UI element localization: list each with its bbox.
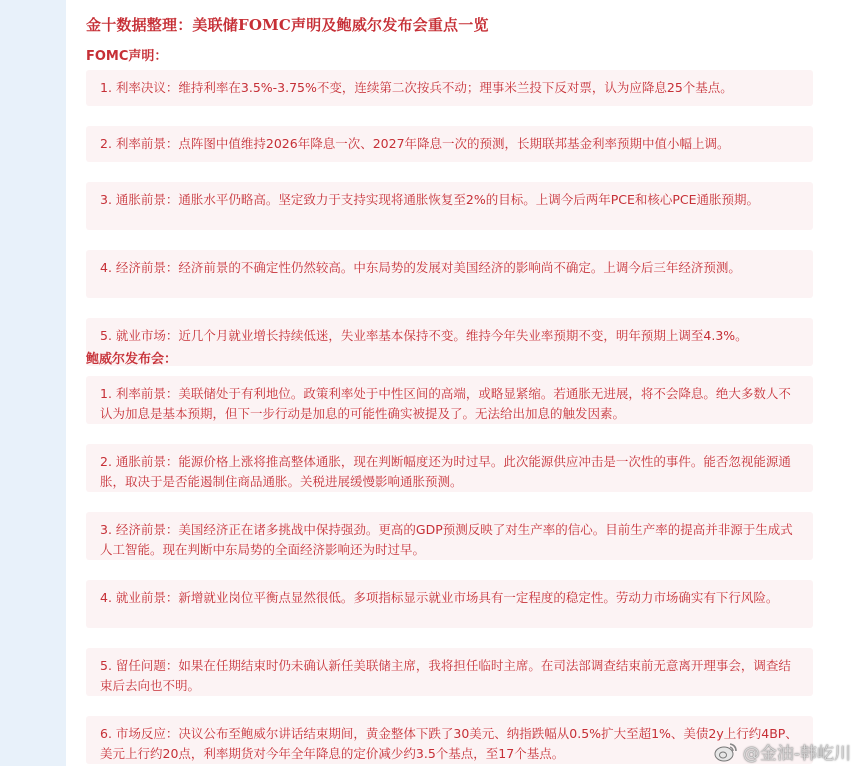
page-title: 金十数据整理：美联储FOMC声明及鲍威尔发布会重点一览 (86, 16, 489, 34)
section-label-powell: 鲍威尔发布会： (86, 352, 178, 367)
fomc-item-5: 5. 就业市场：近几个月就业增长持续低迷，失业率基本保持不变。维持今年失业率预期不变，明年预期上调至4.3%。 (86, 318, 813, 366)
article-content (66, 0, 861, 766)
fomc-item-4: 4. 经济前景：经济前景的不确定性仍然较高。中东局势的发展对美国经济的影响尚不确定。上调今后三年经济预测。 (86, 250, 813, 298)
fomc-list (86, 70, 813, 386)
fomc-item-3: 3. 通胀前景：通胀水平仍略高。坚定致力于支持实现将通胀恢复至2%的目标。上调今后两年PCE和核心PCE通胀预期。 (86, 182, 813, 230)
watermark (713, 739, 851, 764)
powell-item-4: 4. 就业前景：新增就业岗位平衡点显然很低。多项指标显示就业市场具有一定程度的稳定性。劳动力市场确实有下行风险。 (86, 580, 813, 628)
watermark-text: @金油-韩屹川 (742, 744, 851, 764)
powell-item-3: 3. 经济前景：美国经济正在诸多挑战中保持强劲。更高的GDP预测反映了对生产率的信心。目前生产率的提高并非源于生成式人工智能。现在判断中东局势的全面经济影响还为时过早。 (86, 512, 813, 560)
fomc-item-2: 2. 利率前景：点阵图中值维持2026年降息一次、2027年降息一次的预测，长期联邦基金利率预期中值小幅上调。 (86, 126, 813, 162)
powell-item-1: 1. 利率前景：美联储处于有利地位。政策利率处于中性区间的高端，或略显紧缩。若通胀无进展，将不会降息。绝大多数人不认为加息是基本预期，但下一步行动是加息的可能性确实被提及了。无法给出加息的触发因素。 (86, 376, 813, 424)
left-background-strip (0, 0, 66, 766)
fomc-item-1: 1. 利率决议：维持利率在3.5%-3.75%不变，连续第二次按兵不动；理事米兰投下反对票，认为应降息25个基点。 (86, 70, 813, 106)
powell-list (86, 376, 813, 784)
powell-item-6: 6. 市场反应：决议公布至鲍威尔讲话结束期间，黄金整体下跌了30美元、纳指跌幅从0.5%扩大至超1%、美债2y上行约4BP、美元上行约20点，利率期货对今年全年降息的定价减少约3.5个基点，至17个基点。 (86, 716, 813, 764)
powell-item-5: 5. 留任问题：如果在任期结束时仍未确认新任美联储主席，我将担任临时主席。在司法部调查结束前无意离开理事会，调查结束后去向也不明。 (86, 648, 813, 696)
weibo-icon (713, 741, 739, 763)
powell-item-2: 2. 通胀前景：能源价格上涨将推高整体通胀，现在判断幅度还为时过早。此次能源供应冲击是一次性的事件。能否忽视能源通胀，取决于是否能遏制住商品通胀。关税进展缓慢影响通胀预测。 (86, 444, 813, 492)
section-label-fomc: FOMC声明： (86, 49, 168, 64)
